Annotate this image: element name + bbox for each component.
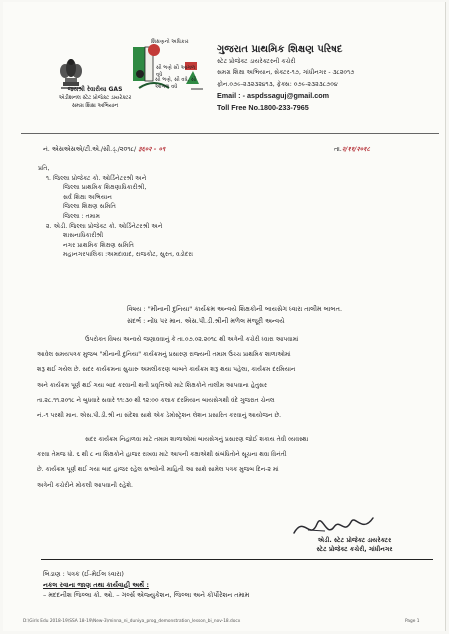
- body-p1-l4: અને કાર્યક્રમ પૂર્ણ થઈ ગયા બાદ કરવાની થતી પ્રવૃત્તિઓ માટે શિક્ષકોને તાલીમ આપવાના હેતુસર: [37, 381, 268, 389]
- subject-block: [127, 303, 437, 327]
- body-paragraph-2: [37, 432, 423, 493]
- enclosure: બિડાણ : પત્રક (ઈ-મેઈલ ધ્વારા): [43, 570, 124, 578]
- reference-handwritten: ३६०२ - ०९: [138, 145, 166, 153]
- page-number: Page 1: [405, 619, 420, 624]
- footer-divider: [41, 559, 433, 560]
- body-p2-l4: અત્રેની કચેરીને મોકલી આપવાની રહેશે.: [37, 481, 133, 489]
- body-paragraph-1: [37, 332, 423, 423]
- addr-line-4: જિલ્લા શિક્ષણ સમિતિ: [63, 203, 116, 211]
- logo-top-text: શિક્ષણનો અધિકાર: [151, 39, 189, 45]
- addr-line-2: જિલ્લા પ્રાથમિક શિક્ષણાધિકારીશ્રી,: [63, 184, 147, 192]
- recipient-address: [38, 164, 408, 260]
- organization-name: ગુજરાત પ્રાથમિક શિક્ષણ પરિષદ: [217, 44, 343, 55]
- date-value: २/११/२०१८: [341, 145, 370, 153]
- office-phone: ફોન.૦૭૯-૨૩૨૩૨૪૧૩, ફેક્સ: ૦૭૯-૨૩૨૩૮૭૦૪: [217, 80, 338, 88]
- education-logo: [131, 40, 209, 98]
- reference-number: [43, 144, 165, 154]
- addr-line-8: નગર પ્રાથમિક શિક્ષણ સમિતિ: [63, 241, 134, 249]
- footer-list: [43, 569, 403, 601]
- office-name: સ્ટેટ પ્રોજેક્ટ ડાયરેક્ટરની કચેરી: [217, 58, 296, 65]
- office-tollfree: Toll Free No.1800-233-7965: [217, 102, 309, 112]
- addr-line-6: ૨. એડી. જિલ્લા પ્રોજેક્ટ કો. ઓર્ડિનેટરશ્રી અને: [46, 222, 163, 230]
- office-email: Email : - aspdssaguj@gmail.com: [217, 91, 330, 101]
- body-p1-l5: તા.૨૮.૧૧.૨૦૧૮ ને બુધવારે સવારે ૧૧:૩૦ થી ૧૨:૦૦ કલાક દરમિયાન બાયસેગથી વંદે ગુજરાત ચેનલ: [37, 396, 275, 404]
- addr-line-5: જિલ્લા : તમામ: [63, 212, 101, 220]
- logo-middle-text: સૌ ભણે સૌ આગળ વધે: [156, 65, 196, 78]
- letter-date: [334, 144, 370, 154]
- reference-line: સંદર્ભ : નોંધ પર માન. એસ.પી.ડી.શ્રીની મળેલ મંજૂરી અન્વયે: [127, 317, 285, 325]
- body-p1-l6: નં.-૧ પરથી માન. એસ.પી.ડી.શ્રી ના સંદેશા સાથે એક ડેમોસ્ટ્રેશન લેશન પ્રસારિત કરવાનું આયોજન છે.: [37, 412, 282, 420]
- copy-heading: નકલ રવાના જાણ તથા કાર્યવાહી અર્થે :: [43, 580, 150, 589]
- signatory-title: એડી. સ્ટેટ પ્રોજેક્ટ ડાયરેક્ટર: [317, 537, 392, 544]
- header-divider: [21, 133, 439, 134]
- body-p1-l1: ઉપરોક્ત વિષય અન્વયે જણાવવાનું કે તા.૦૭.૦૨.૨૦૧૮ થી અત્રેની કચેરી ધ્વારા આપવામાં: [85, 336, 299, 343]
- body-p2-l2: કરવા તેમજ ધો. ૬ થી ૮ ના શિક્ષકોને હાજર રાખવા માટે આપની કક્ષાએથી સંબંધિતોને સૂચના થવા વિનંતી: [37, 451, 287, 459]
- body-p1-l2: આવેલ સમયપત્રક મુજબ "મીનાની દુનિયા" કાર્યક્રમનું પ્રસારણ રાજ્યની તમામ ઉચ્ચ પ્રાથમિક શાળાઓમાં: [37, 351, 291, 359]
- officer-designation: એડીશનલ સ્ટેટ પ્રોજેક્ટ ડાયરેક્ટર: [58, 95, 132, 101]
- handwritten-signature: [289, 510, 377, 540]
- addr-line-7: શાસનાધિકારીશ્રી: [63, 232, 104, 240]
- body-p2-l1: સદર કાર્યક્રમ નિહાળવા માટે તમામ શાળાઓમાં બાયસેગનું પ્રસારણ જોઈ શકાય તેવી વ્યવસ્થા: [85, 436, 309, 443]
- file-path: D:\Girls Edu 2018-19\SSA 18-19\New-3\minna_ni_duniya_prog_demonstration_lesson_bi_nov-18.docx: [23, 619, 241, 624]
- body-p1-l3: શરૂ થઈ ગયેલ છે. સદર કાર્યક્રમના સુચારુ અમલીકરણ બાબતે કાર્યક્રમ શરૂ થયા પહેલા, કાર્યક્રમ દરમિયાન: [37, 366, 296, 374]
- prati: પ્રતિ,: [38, 165, 50, 172]
- subject-line: વિષય : "મીનાની દુનિયા" કાર્યક્રમ અન્વયે શિક્ષકોની બાયસેગ ધ્વારા તાલીમ બાબત.: [127, 305, 343, 313]
- addr-line-9: મહાનગરપાલિકા :અમદાવાદ, રાજકોટ, સુરત, વડોદરા: [63, 251, 194, 259]
- copy-item: – મદદનીશ જિલ્લા કો. ઓ. – ગર્લ્સ એજ્યુકેશન, જિલ્લા અને કોર્પોરેશન તમામ: [43, 591, 250, 599]
- addr-line-3: સર્વ શિક્ષા અભિયાન: [63, 193, 113, 201]
- reference-prefix: નં. એસએસએ/ટી.એ./સી.ડ્./૨૦૧૮/: [43, 145, 137, 153]
- letter-page: [3, 2, 446, 631]
- addr-line-1: ૧. જિલ્લા પ્રોજેક્ટ કો. ઓર્ડિનેટરશ્રી અને: [46, 174, 147, 182]
- office-address: સમગ્ર શિક્ષા અભિયાન, સેક્ટર-૧૭, ગાંધીનગર - ૩૮૨૦૧૭: [217, 69, 355, 77]
- signature-block: [282, 537, 427, 554]
- officer-name: જયશ્રી રેવારીયા GAS: [67, 86, 123, 93]
- date-label: તા.: [334, 145, 342, 153]
- logo-bottom-text: સૌ ભણે, સૌ વધે, સૌ આગળ વધે: [155, 77, 197, 90]
- body-p2-l3: છે. કાર્યક્રમ પૂર્ણ થઈ ગયા બાદ હાજર રહેલ સભ્યોની માહિતી આ સાથે સામેલ પત્રક મુજબ દિન-૨ માં: [37, 466, 279, 474]
- right-header: [217, 43, 442, 113]
- officer-department: સમગ્ર શિક્ષા અભિયાન: [71, 103, 119, 109]
- signatory-office: સ્ટેટ પ્રોજેક્ટ કચેરી, ગાંધીનગર: [316, 545, 393, 553]
